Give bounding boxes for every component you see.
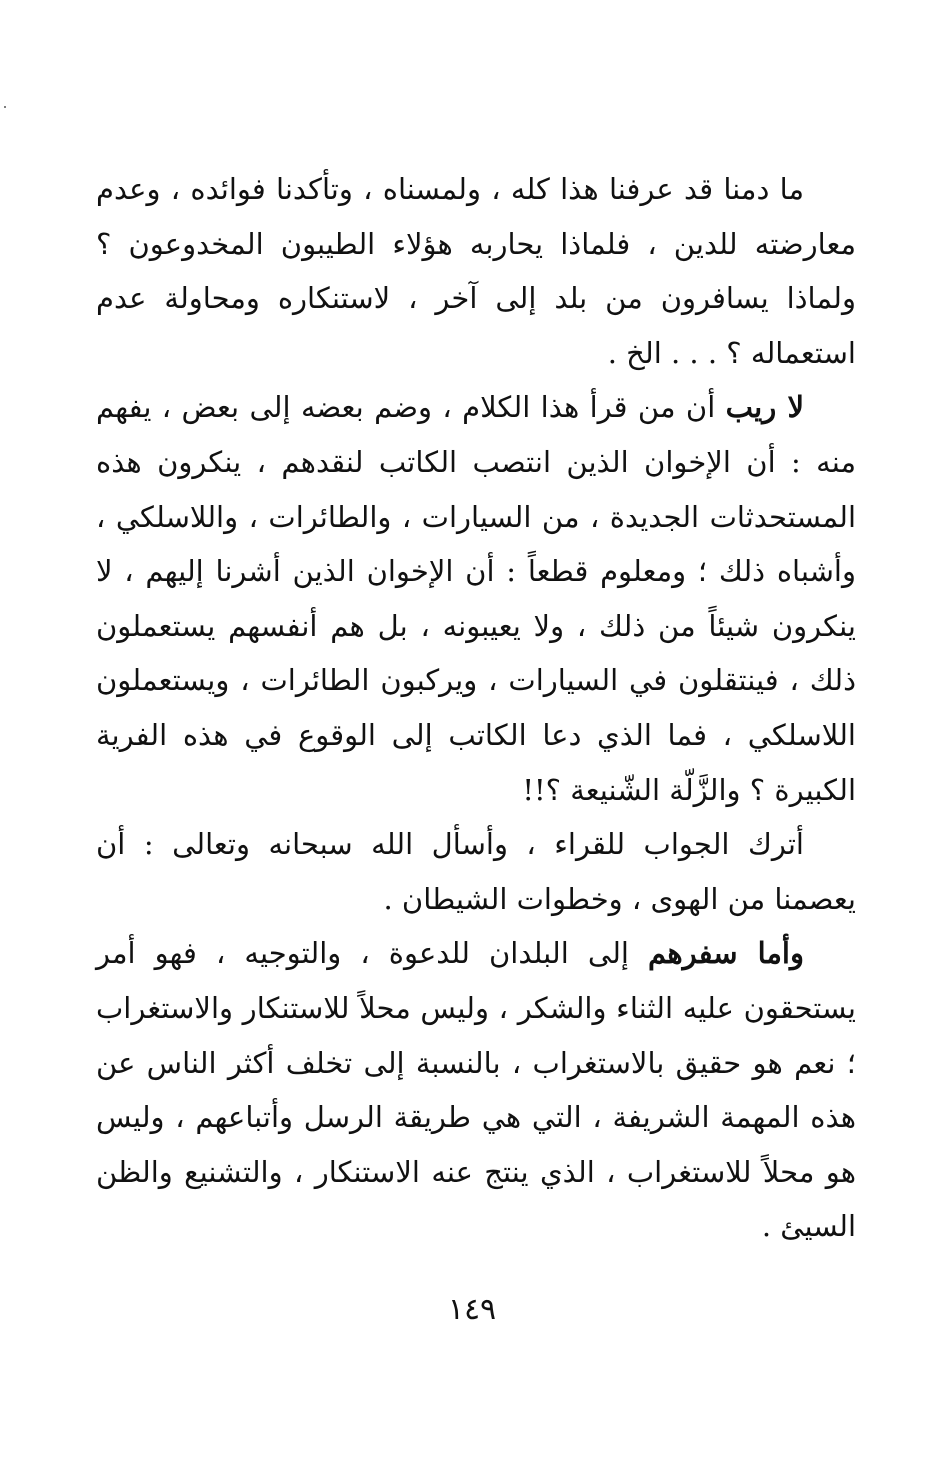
page-number: ١٤٩ [447, 1292, 497, 1327]
paragraph-3 [96, 817, 856, 926]
paragraph-2-text: أن من قرأ هذا الكلام ، وضم بعضه إلى بعض ، يفهم منه : أن الإخوان الذين انتصب الكاتب لنقدهم ، ينكرون هذه المستحدثات الجديدة ، من السيارات ، والطائرات ، واللاسلكي ، وأشباه ذلك ؛ ومعلوم قطعاً : أن الإخوان الذين أشرنا إليهم ، لا ينكرون شيئاً من ذلك ، ولا يعيبونه ، بل هم أنفسهم يستعملون ذلك ، فينتقلون في السيارات ، ويركبون الطائرات ، ويستعملون اللاسلكي ، فما الذي دعا الكاتب إلى الوقوع في هذه الفرية الكبيرة ؟ والزَّلّة الشّنيعة ؟!! [96, 390, 856, 807]
paragraph-4 [96, 926, 856, 1254]
paragraph-2-lead: لا ريب [725, 390, 805, 425]
scan-speck [4, 106, 6, 108]
paragraph-1-text: ما دمنا قد عرفنا هذا كله ، ولمسناه ، وتأكدنا فوائده ، وعدم معارضته للدين ، فلماذا يحاربه هؤلاء الطيبون المخدوعون ؟ ولماذا يسافرون من بلد إلى آخر ، لاستنكاره ومحاولة عدم استعماله ؟ . . . الخ . [96, 172, 856, 370]
paragraph-4-lead: وأما سفرهم [648, 936, 804, 971]
paragraph-2 [96, 380, 856, 817]
paragraph-4-text: إلى البلدان للدعوة ، والتوجيه ، فهو أمر يستحقون عليه الثناء والشكر ، وليس محلاً للاستنكار والاستغراب ؛ نعم هو حقيق بالاستغراب ، بالنسبة إلى تخلف أكثر الناس عن هذه المهمة الشريفة ، التي هي طريقة الرسل وأتباعهم ، وليس هو محلاً للاستغراب ، الذي ينتج عنه الاستنكار ، والتشنيع والظن السيئ . [96, 936, 856, 1244]
paragraph-1 [96, 162, 856, 380]
body-text [96, 162, 856, 1254]
paragraph-3-text: أترك الجواب للقراء ، وأسأل الله سبحانه وتعالى : أن يعصمنا من الهوى ، وخطوات الشيطان . [96, 827, 856, 916]
